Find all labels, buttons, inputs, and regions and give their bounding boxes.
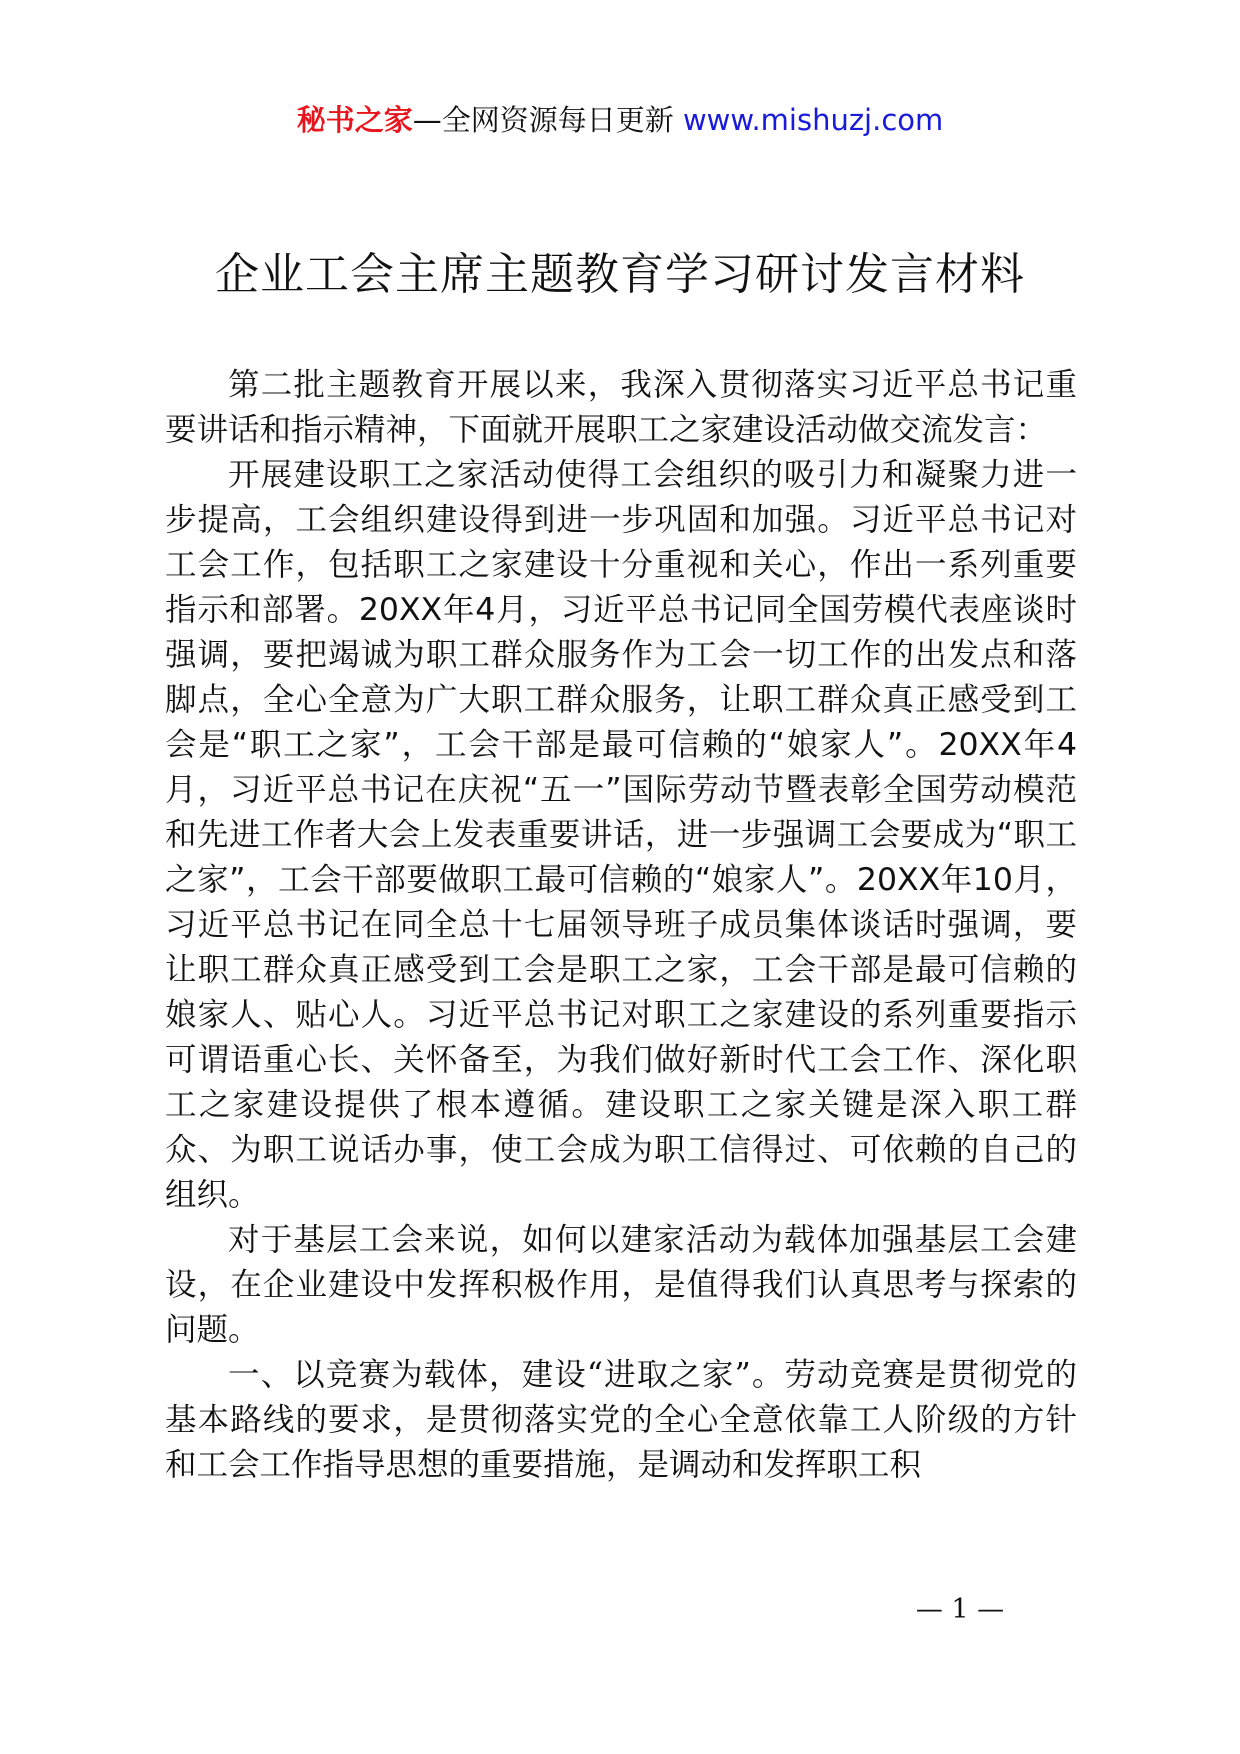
paragraph-section-one	[165, 1353, 1077, 1488]
paragraph-intro: 第二批主题教育开展以来，我深入贯彻落实习近平总书记重要讲话和指示精神，下面就开展职工之家建设活动做交流发言：	[165, 367, 1077, 448]
document-body	[165, 363, 1077, 1488]
site-tagline: —全网资源每日更新	[412, 103, 674, 137]
paragraph-question: 对于基层工会来说，如何以建家活动为载体加强基层工会建设，在企业建设中发挥积极作用，是值得我们认真思考与探索的问题。	[165, 1222, 1077, 1348]
section-one-text: 劳动竞赛是贯彻党的基本路线的要求，是贯彻落实党的全心全意依靠工人阶级的方针和工会工作指导思想的重要措施，是调动和发挥职工积	[165, 1357, 1077, 1483]
paragraph-background: 开展建设职工之家活动使得工会组织的吸引力和凝聚力进一步提高，工会组织建设得到进一步巩固和加强。习近平总书记对工会工作，包括职工之家建设十分重视和关心，作出一系列重要指示和部署。20XX年4月，习近平总书记同全国劳模代表座谈时强调，要把竭诚为职工群众服务作为工会一切工作的出发点和落脚点，全心全意为广大职工群众服务，让职工群众真正感受到工会是“职工之家”，工会干部是最可信赖的“娘家人”。20XX年4月，习近平总书记在庆祝“五一”国际劳动节暨表彰全国劳动模范和先进工作者大会上发表重要讲话，进一步强调工会要成为“职工之家”，工会干部要做职工最可信赖的“娘家人”。20XX年10月，习近平总书记在同全总十七届领导班子成员集体谈话时强调，要让职工群众真正感受到工会是职工之家，工会干部是最可信赖的娘家人、贴心人。习近平总书记对职工之家建设的系列重要指示可谓语重心长、关怀备至，为我们做好新时代工会工作、深化职工之家建设提供了根本遵循。建设职工之家关键是深入职工群众、为职工说话办事，使工会成为职工信得过、可依赖的自己的组织。	[165, 457, 1077, 1213]
site-header	[0, 100, 1240, 140]
page-number: — 1 —	[915, 1594, 1005, 1625]
section-one-heading: 一、以竞赛为载体，建设“进取之家”。	[228, 1357, 785, 1393]
document-title: 企业工会主席主题教育学习研讨发言材料	[215, 249, 1025, 300]
site-brand: 秘书之家	[296, 103, 413, 137]
site-url-link[interactable]: www.mishuzj.com	[682, 103, 944, 137]
